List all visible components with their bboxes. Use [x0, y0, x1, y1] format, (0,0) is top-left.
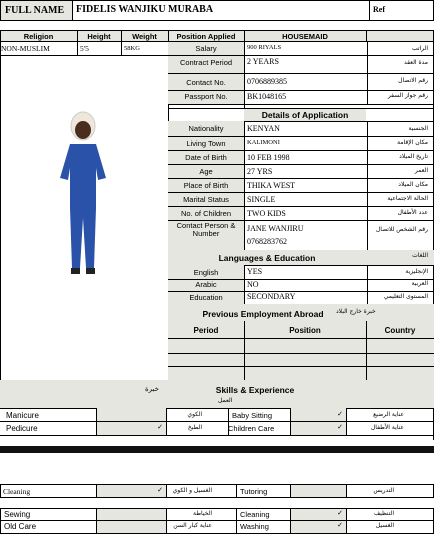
dob-ar: تاريخ الميلاد — [399, 153, 428, 160]
full-name-label: FULL NAME — [0, 0, 73, 21]
skill-cleaning-ar: التنظيف — [373, 510, 394, 517]
skill-cleaning-check: ✓ — [337, 510, 343, 517]
candidate-photo — [40, 108, 130, 283]
religion-value: NON-MUSLIM — [1, 44, 50, 53]
skill-baby-sitting: Baby Sitting — [232, 411, 273, 420]
contact-person-number: 0768283762 — [247, 237, 287, 246]
skill-cleaning-mid: Cleaning — [3, 487, 31, 496]
languages-section — [168, 265, 434, 304]
english-ar: الإنجليزية — [405, 268, 428, 275]
place-of-birth-ar: مكان الميلاد — [398, 181, 428, 188]
nationality-ar: الجنسية — [408, 125, 428, 132]
position-value: HOUSEMAID — [282, 32, 328, 41]
contact-no-label: Contact No. — [186, 78, 226, 87]
salary-label: Salary — [195, 44, 217, 53]
skill-old-care-ar: عناية كبار السن — [173, 522, 212, 529]
education-value: SECONDARY — [247, 292, 296, 301]
full-name-value: FIDELIS WANJIKU MURABA — [76, 4, 214, 15]
page-break — [0, 446, 434, 453]
skill-tutoring-ar: التدريس — [373, 487, 394, 494]
arabic-ar: العربية — [411, 280, 428, 287]
marital-status-ar: الحالة الاجتماعية — [387, 195, 428, 202]
skill-children-care-check: ✓ — [337, 424, 343, 431]
ref-label: Ref — [373, 5, 385, 14]
living-town-label: Living Town — [186, 139, 226, 148]
weight-label: Weight — [132, 32, 157, 41]
marital-status-label: Marital Status — [183, 195, 229, 204]
age-value: 27 YRS — [247, 167, 273, 176]
contact-no-ar: رقم الاتصال — [398, 77, 428, 84]
skill-cleaning: Cleaning — [240, 510, 270, 519]
skill-tutoring: Tutoring — [240, 487, 268, 496]
marital-status-value: SINGLE — [247, 195, 276, 204]
weight-value: 58KG — [124, 45, 140, 52]
skill-children-care: Children Care — [228, 424, 275, 433]
english-label: English — [193, 268, 219, 277]
skill-sewing-ar: الخياطة — [193, 510, 212, 517]
skill-pedicure-ar: الطبخ — [187, 424, 202, 431]
nationality-label: Nationality — [188, 124, 224, 133]
contract-period-value: 2 YEARS — [247, 57, 279, 66]
age-ar: العمر — [414, 167, 428, 174]
children-ar: عدد الأطفال — [397, 209, 428, 216]
application-title: Details of Application — [244, 108, 366, 121]
dob-value: 10 FEB 1998 — [247, 153, 290, 162]
contact-person-name: JANE WANJIRU — [247, 224, 304, 233]
contract-period-label: Contract Period — [179, 58, 233, 67]
age-label: Age — [199, 167, 213, 176]
col-period: Period — [193, 326, 219, 335]
education-label: Education — [189, 293, 223, 302]
education-ar: المستوى التعليمي — [383, 293, 428, 300]
passport-no-value: BK1048165 — [247, 92, 287, 101]
height-value: 5'5 — [80, 44, 89, 53]
religion-label: Religion — [23, 32, 54, 41]
details-section — [168, 121, 434, 250]
skill-pedicure-check: ✓ — [157, 424, 163, 431]
skills-bottom-rows — [0, 508, 434, 534]
skill-washing-ar: الغسيل — [375, 522, 394, 529]
skill-baby-sitting-check: ✓ — [337, 411, 343, 418]
skills-title-ar-below: العمل — [218, 398, 233, 404]
passport-no-label: Passport No. — [184, 92, 228, 101]
col-country: Country — [384, 326, 416, 335]
skill-washing-check: ✓ — [337, 522, 343, 529]
employment-title: Previous Employment Abroad — [202, 309, 324, 319]
languages-title: Languages & Education — [218, 253, 316, 263]
skill-pedicure: Pedicure — [6, 424, 38, 433]
living-town-value: KALIMONI — [247, 139, 280, 146]
languages-title-ar: اللغات — [412, 252, 428, 259]
contact-no-value: 0706889385 — [247, 77, 287, 86]
skill-cleaning-mid-check: ✓ — [157, 487, 163, 494]
children-label: No. of Children — [180, 209, 232, 218]
skill-old-care: Old Care — [4, 522, 37, 531]
skills-top-rows — [0, 408, 434, 436]
employment-title-ar: خبرة خارج البلاد — [336, 308, 376, 315]
skill-children-care-ar: عناية الأطفال — [370, 424, 404, 431]
skills-mid-row — [0, 484, 434, 498]
skill-washing: Washing — [240, 522, 269, 531]
contract-period-ar: مدة العقد — [404, 59, 428, 66]
skill-manicure: Manicure — [6, 411, 39, 420]
contract-section — [168, 42, 434, 104]
salary-ar: الراتب — [411, 45, 428, 52]
arabic-value: NO — [247, 280, 259, 289]
skill-cleaning-mid-ar: الغسيل و الكوي — [172, 487, 212, 494]
children-value: TWO KIDS — [247, 209, 286, 218]
position-applied-label: Position Applied — [176, 32, 236, 41]
place-of-birth-label: Place of Birth — [183, 181, 229, 190]
nationality-value: KENYAN — [247, 124, 280, 133]
skill-baby-sitting-ar: عناية الرضيع — [373, 411, 404, 418]
skill-sewing: Sewing — [4, 510, 31, 519]
contact-person-label: Contact Person & Number — [176, 221, 236, 239]
salary-value: 900 RIYALS — [247, 44, 282, 51]
place-of-birth-value: THIKA WEST — [247, 181, 296, 190]
english-value: YES — [247, 267, 263, 276]
dob-label: Date of Birth — [185, 153, 227, 162]
skills-title-ar-left: خبرة — [145, 386, 159, 393]
skills-title: Skills & Experience — [215, 385, 295, 395]
living-town-ar: مكان الإقامة — [397, 139, 428, 146]
contact-person-ar: رقم الشخص للاتصال — [375, 226, 428, 233]
height-label: Height — [87, 32, 111, 41]
passport-no-ar: رقم جواز السفر — [387, 92, 428, 99]
arabic-label: Arabic — [195, 280, 217, 289]
col-position: Position — [289, 326, 321, 335]
skill-manicure-ar: الكوي — [187, 411, 202, 418]
